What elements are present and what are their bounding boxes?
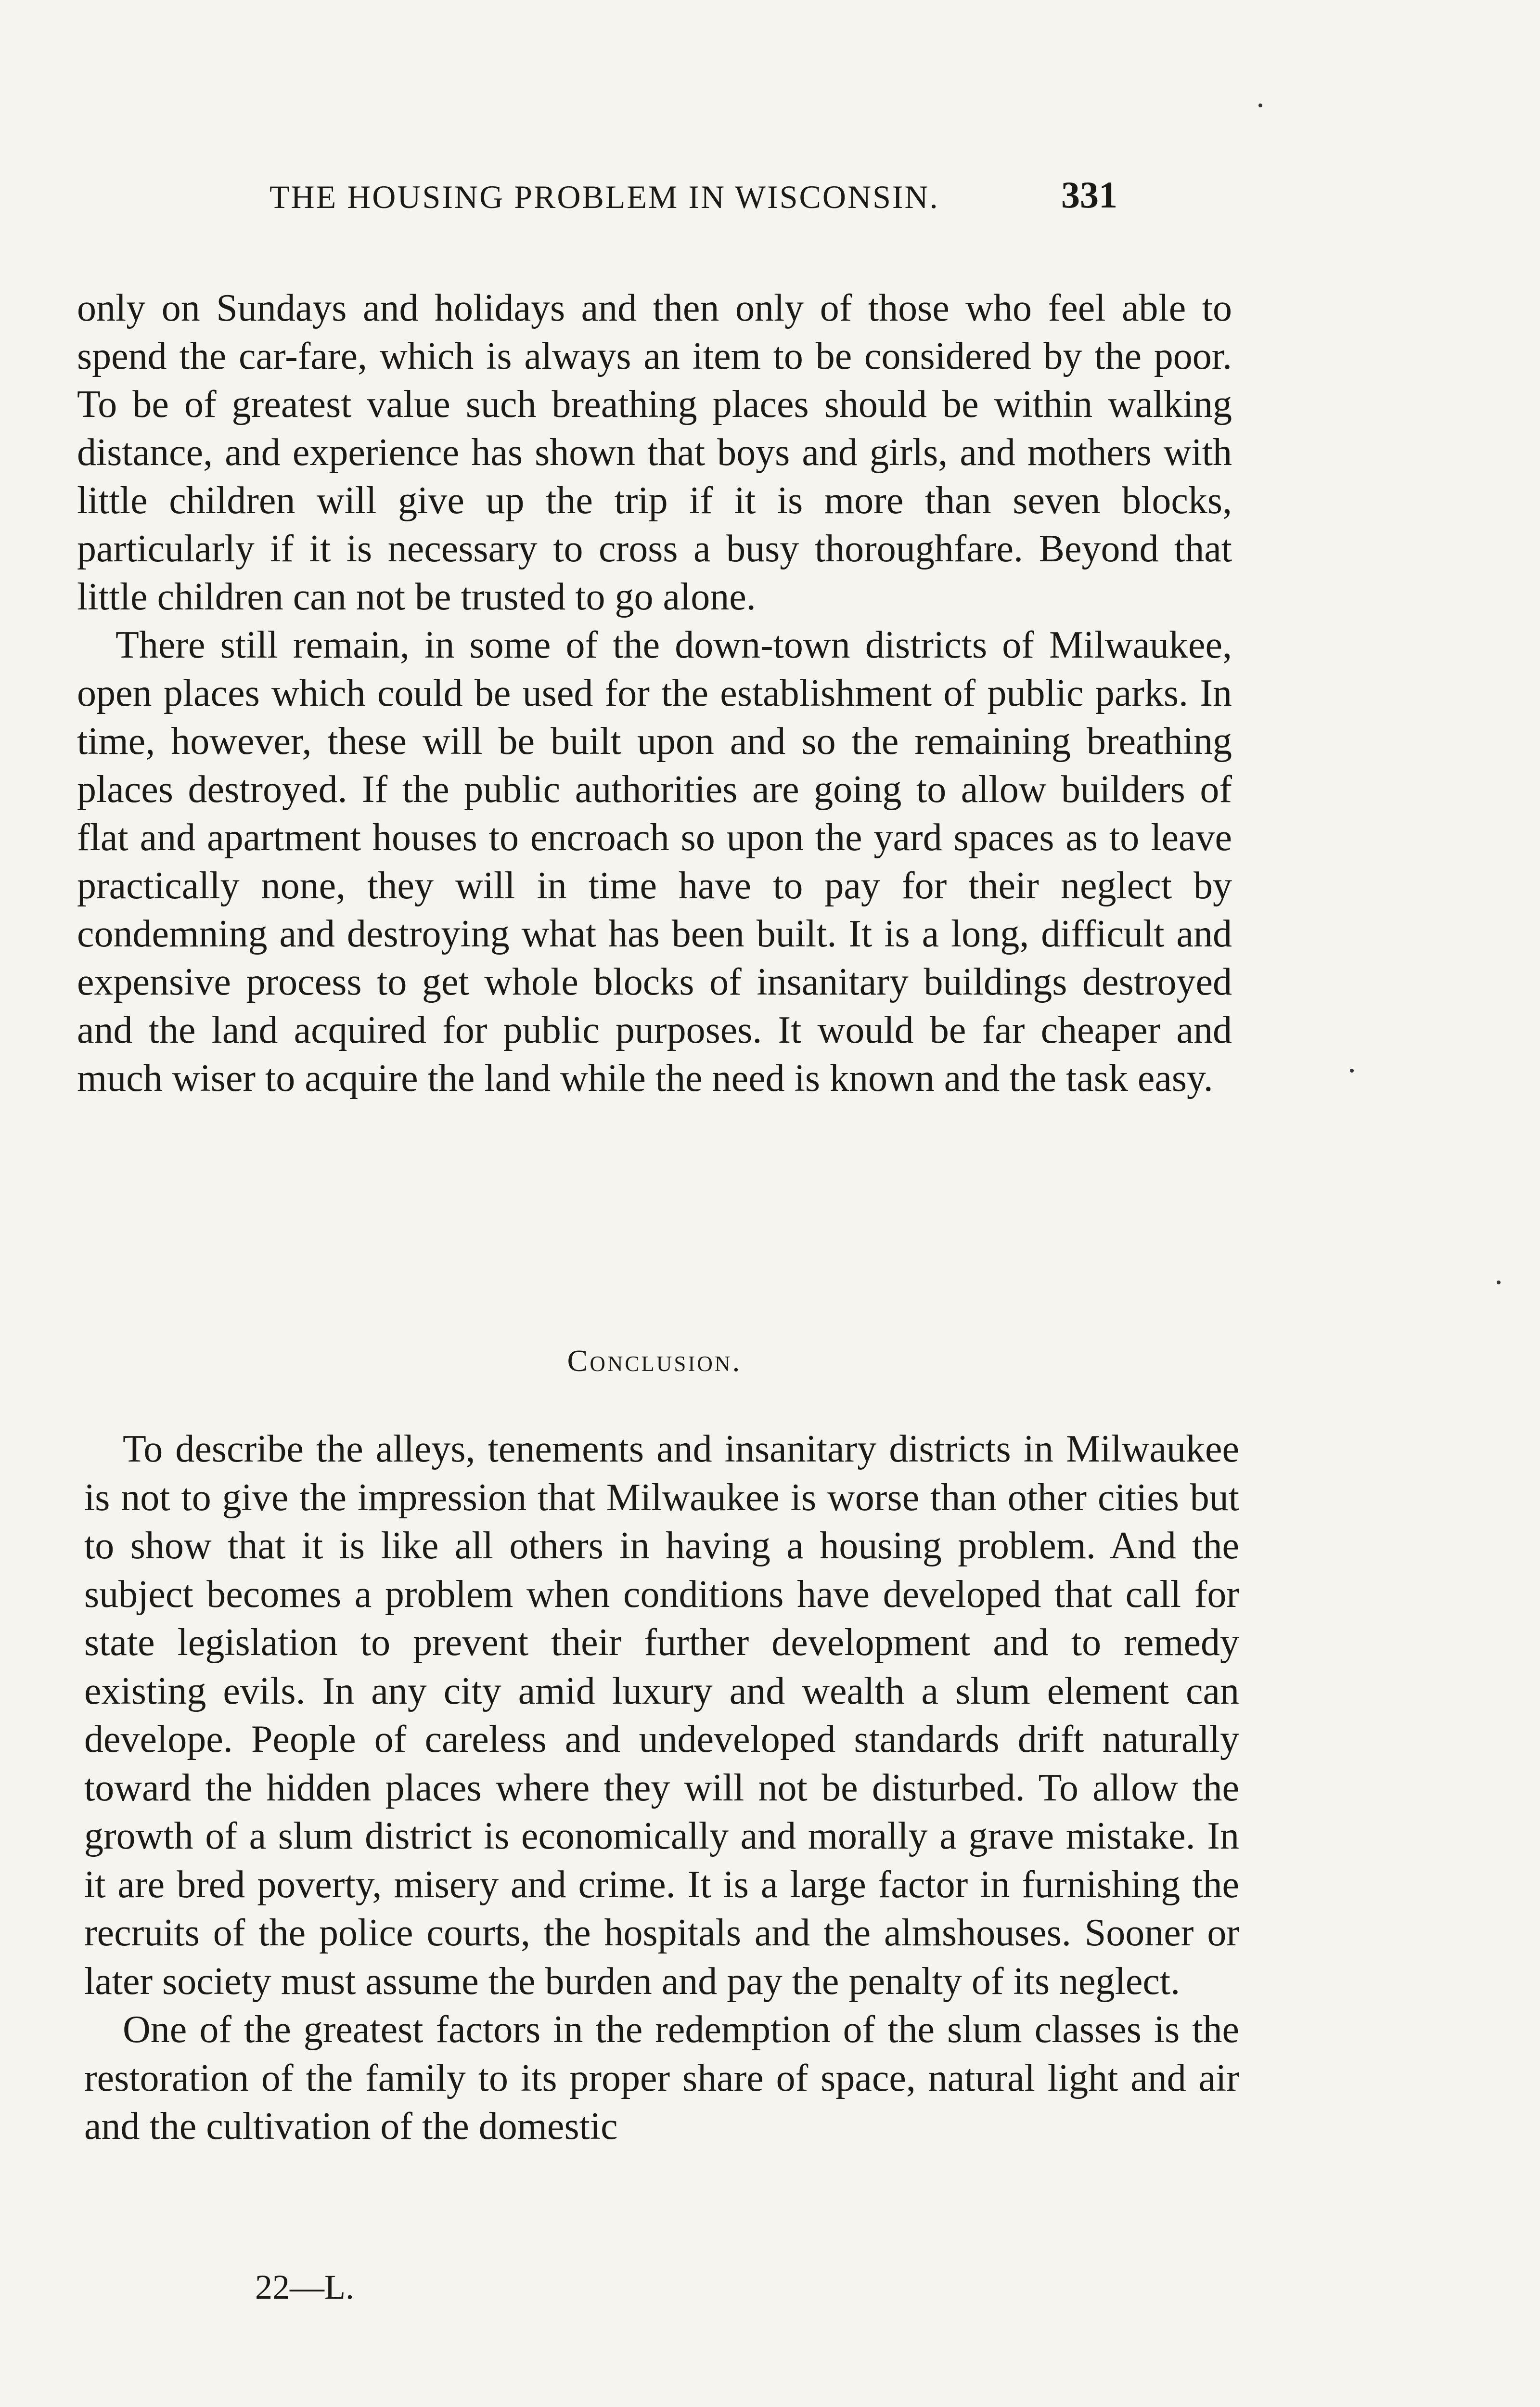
page-number: 331 — [1061, 174, 1117, 216]
paragraph: One of the greatest factors in the redemption of the slum classes is the restoration of the family to its proper share of space, natural light and air and the cultivation of the domestic — [84, 2008, 1239, 2148]
paragraph: To describe the alleys, tenements and insanitary districts in Milwaukee is not to give the impression that Milwaukee is worse than other cities but to show that it is like all others in having a housing problem. And the subject becomes a problem when conditions have developed that call for state legislation to prevent their further development and to remedy existing evils. In any city amid luxury and wealth a slum element can develope. People of careless and undeveloped standards drift naturally toward the hidden places where they will not be disturbed. To allow the growth of a slum district is economically and morally a grave mistake. In it are bred poverty, misery and crime. It is a large factor in furnishing the recruits of the police courts, the hospitals and the almshouses. Sooner or later society must assume the burden and pay the penalty of its neglect. — [84, 1428, 1239, 2003]
paragraph: only on Sundays and holidays and then only of those who feel able to spend the car-fare, which is always an item to be considered by the poor. To be of greatest value such breathing places should be within walking distance, and experience has shown that boys and girls, and mothers with little children will give up the trip if it is more than seven blocks, particularly if it is necessary to cross a busy thoroughfare. Beyond that little children can not be trusted to go alone. — [77, 287, 1232, 618]
signature-mark: 22—L. — [255, 2268, 354, 2306]
scan-speck — [1350, 1069, 1354, 1073]
page-header — [77, 174, 1232, 231]
section-heading: Conclusion. — [567, 1344, 742, 1378]
running-head: THE HOUSING PROBLEM IN WISCONSIN. — [270, 179, 939, 215]
body-section-1 — [77, 284, 1232, 1102]
scan-speck — [1258, 104, 1262, 107]
paragraph: There still remain, in some of the down-town districts of Milwaukee, open places which could be used for the establishment of public parks. In time, however, these will be built upon and so the remaining breathing places destroyed. If the public authorities are going to allow builders of flat and apartment houses to encroach so upon the yard spaces as to leave practically none, they will in time have to pay for their neglect by condemning and destroying what has been built. It is a long, difficult and expensive process to get whole blocks of insanitary buildings destroyed and the land acquired for public purposes. It would be far cheaper and much wiser to acquire the land while the need is known and the task easy. — [77, 624, 1232, 1100]
body-section-conclusion — [84, 1425, 1239, 2151]
scan-speck — [1497, 1281, 1501, 1284]
